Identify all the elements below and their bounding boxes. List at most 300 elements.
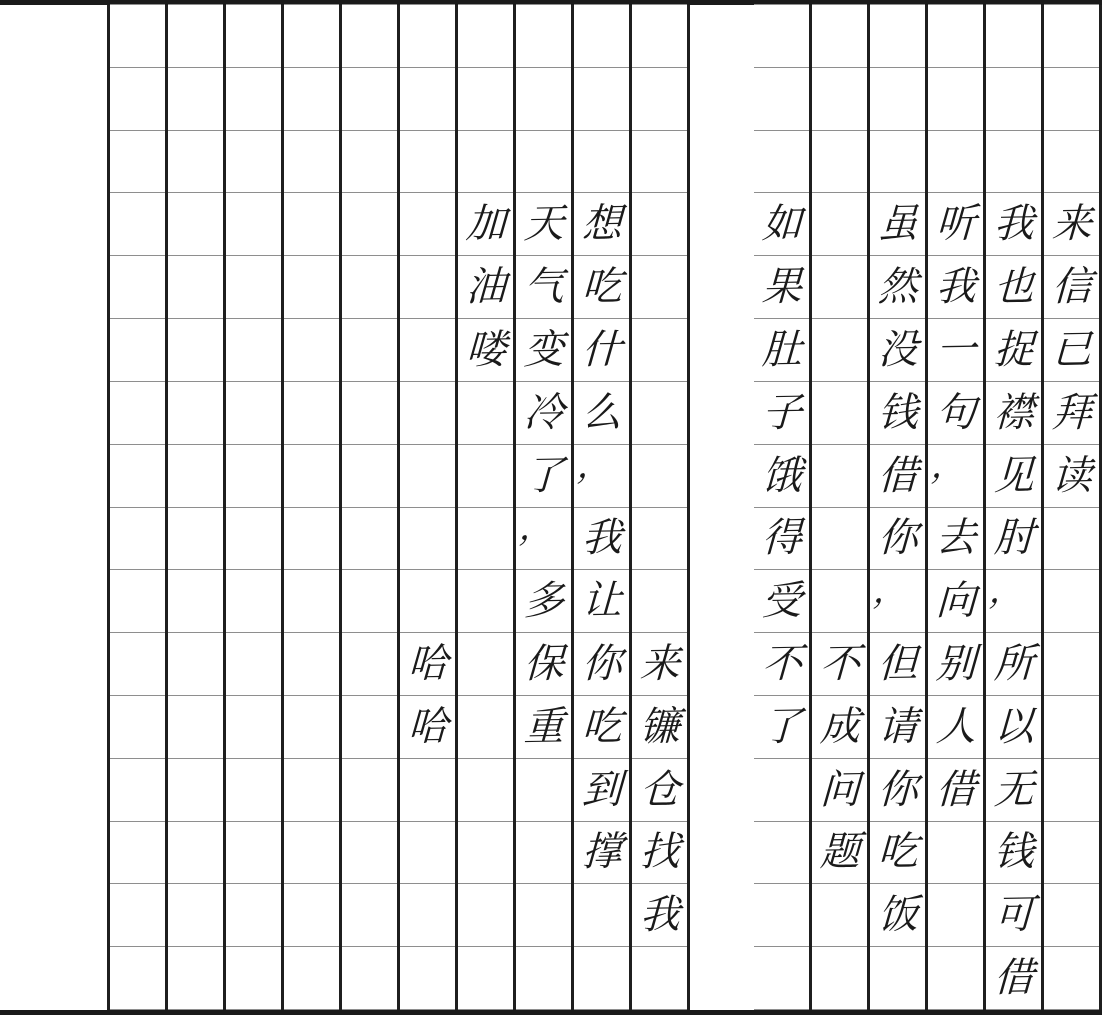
handwritten-character: 读 xyxy=(1050,452,1093,499)
grid-cell xyxy=(690,192,754,256)
handwritten-character: 无 xyxy=(992,766,1035,814)
grid-cell xyxy=(632,130,687,194)
grid-cell xyxy=(928,632,983,696)
grid-cell xyxy=(226,67,281,131)
handwritten-character: 不 xyxy=(760,640,803,688)
handwritten-character: 信 xyxy=(1050,263,1093,311)
grid-cell xyxy=(574,507,629,571)
grid-cell xyxy=(110,192,165,256)
handwritten-character: ， xyxy=(987,570,1024,612)
grid-cell xyxy=(986,4,1041,68)
handwritten-character: 我 xyxy=(638,891,681,939)
grid-cell xyxy=(168,255,223,319)
grid-cell xyxy=(754,946,809,1010)
grid-column xyxy=(925,5,986,1010)
grid-cell xyxy=(754,255,809,319)
handwritten-character: 去 xyxy=(934,515,977,562)
grid-cell xyxy=(986,381,1041,445)
writing-grid xyxy=(0,5,1102,1010)
grid-cell xyxy=(284,381,339,445)
grid-cell xyxy=(690,318,754,382)
grid-cell xyxy=(812,192,867,256)
handwritten-character: 饿 xyxy=(760,452,803,499)
grid-cell xyxy=(690,444,754,508)
grid-cell xyxy=(458,255,513,319)
grid-cell xyxy=(812,883,867,947)
grid-cell xyxy=(400,255,455,319)
grid-cell xyxy=(754,507,809,571)
grid-cell xyxy=(284,632,339,696)
handwritten-character: 襟 xyxy=(992,389,1035,437)
grid-cell xyxy=(168,569,223,633)
handwritten-character: 如 xyxy=(760,200,803,248)
grid-column xyxy=(1041,5,1102,1010)
grid-cell xyxy=(574,255,629,319)
grid-cell xyxy=(870,883,925,947)
grid-cell xyxy=(1044,192,1099,256)
handwritten-character: 了 xyxy=(522,452,565,499)
grid-cell xyxy=(754,381,809,445)
grid-cell xyxy=(168,946,223,1010)
handwritten-character: 题 xyxy=(818,829,861,876)
grid-cell xyxy=(690,569,754,633)
grid-cell xyxy=(812,255,867,319)
handwritten-character: 气 xyxy=(522,263,565,311)
grid-cell xyxy=(812,695,867,759)
grid-cell xyxy=(284,130,339,194)
grid-column xyxy=(339,5,400,1010)
grid-cell xyxy=(574,130,629,194)
grid-cell xyxy=(1044,381,1099,445)
grid-cell xyxy=(168,130,223,194)
grid-cell xyxy=(1044,695,1099,759)
grid-cell xyxy=(1044,318,1099,382)
grid-cell xyxy=(690,381,754,445)
grid-cell xyxy=(632,444,687,508)
grid-cell xyxy=(400,758,455,822)
handwritten-character: 捉 xyxy=(992,326,1035,374)
grid-cell xyxy=(226,758,281,822)
grid-column xyxy=(223,5,284,1010)
grid-cell xyxy=(1044,67,1099,131)
grid-cell xyxy=(110,507,165,571)
grid-cell xyxy=(928,883,983,947)
grid-cell xyxy=(986,130,1041,194)
grid-cell xyxy=(928,569,983,633)
grid-cell xyxy=(574,758,629,822)
grid-cell xyxy=(812,67,867,131)
grid-cell xyxy=(284,255,339,319)
grid-cell xyxy=(986,632,1041,696)
handwritten-character: 别 xyxy=(934,640,977,688)
grid-cell xyxy=(754,130,809,194)
grid-cell xyxy=(632,758,687,822)
grid-cell xyxy=(342,758,397,822)
grid-cell xyxy=(574,444,629,508)
grid-cell xyxy=(812,758,867,822)
grid-cell xyxy=(516,67,571,131)
grid-cell xyxy=(928,255,983,319)
grid-cell xyxy=(632,192,687,256)
grid-cell xyxy=(458,821,513,885)
handwritten-character: 我 xyxy=(992,200,1035,248)
grid-cell xyxy=(400,695,455,759)
grid-cell xyxy=(226,444,281,508)
grid-cell xyxy=(400,821,455,885)
grid-cell xyxy=(986,255,1041,319)
grid-cell xyxy=(342,67,397,131)
grid-cell xyxy=(342,192,397,256)
grid-cell xyxy=(110,946,165,1010)
grid-cell xyxy=(1044,4,1099,68)
grid-cell xyxy=(458,444,513,508)
grid-cell xyxy=(928,758,983,822)
handwritten-character: 借 xyxy=(876,452,919,499)
grid-cell xyxy=(400,632,455,696)
grid-cell xyxy=(168,695,223,759)
grid-cell xyxy=(458,695,513,759)
handwritten-character: 见 xyxy=(992,452,1035,499)
grid-cell xyxy=(986,507,1041,571)
grid-cell xyxy=(168,381,223,445)
grid-cell xyxy=(458,381,513,445)
grid-cell xyxy=(284,4,339,68)
grid-cell xyxy=(870,507,925,571)
grid-cell xyxy=(870,67,925,131)
grid-cell xyxy=(574,946,629,1010)
handwritten-character: 但 xyxy=(876,640,919,688)
handwritten-character: 成 xyxy=(818,703,861,751)
grid-cell xyxy=(1044,946,1099,1010)
grid-cell xyxy=(168,632,223,696)
grid-cell xyxy=(400,67,455,131)
handwritten-character: 变 xyxy=(522,326,565,374)
grid-cell xyxy=(754,883,809,947)
handwritten-character: 吃 xyxy=(580,703,623,751)
grid-cell xyxy=(632,67,687,131)
handwritten-character: 向 xyxy=(934,577,977,625)
grid-cell xyxy=(284,318,339,382)
grid-cell xyxy=(342,821,397,885)
handwritten-character: 没 xyxy=(876,326,919,374)
grid-cell xyxy=(754,67,809,131)
handwritten-character: 喽 xyxy=(464,326,507,374)
grid-cell xyxy=(400,507,455,571)
grid-cell xyxy=(812,821,867,885)
handwritten-character: 问 xyxy=(818,766,861,814)
grid-cell xyxy=(342,4,397,68)
grid-cell xyxy=(284,192,339,256)
handwritten-character: 拜 xyxy=(1050,389,1093,437)
handwritten-character: 哈 xyxy=(406,640,449,688)
grid-cell xyxy=(516,946,571,1010)
grid-cell xyxy=(226,507,281,571)
grid-cell xyxy=(516,758,571,822)
grid-cell xyxy=(110,255,165,319)
grid-cell xyxy=(812,130,867,194)
grid-cell xyxy=(574,569,629,633)
handwritten-character: 哈 xyxy=(406,703,449,751)
grid-cell xyxy=(690,632,754,696)
grid-cell xyxy=(342,130,397,194)
grid-cell xyxy=(400,4,455,68)
grid-cell xyxy=(928,444,983,508)
grid-cell xyxy=(110,821,165,885)
grid-cell xyxy=(168,192,223,256)
grid-cell xyxy=(928,130,983,194)
grid-cell xyxy=(168,821,223,885)
grid-cell xyxy=(986,444,1041,508)
grid-cell xyxy=(632,569,687,633)
handwritten-character: 你 xyxy=(580,640,623,688)
grid-cell xyxy=(986,883,1041,947)
grid-cell xyxy=(812,444,867,508)
grid-cell xyxy=(400,381,455,445)
handwritten-character: 一 xyxy=(934,326,977,374)
grid-cell xyxy=(754,318,809,382)
grid-cell xyxy=(632,883,687,947)
grid-cell xyxy=(400,946,455,1010)
grid-cell xyxy=(400,130,455,194)
grid-cell xyxy=(870,130,925,194)
handwritten-character: 多 xyxy=(522,577,565,625)
handwritten-character: 什 xyxy=(580,326,623,374)
grid-cell xyxy=(284,507,339,571)
grid-cell xyxy=(754,821,809,885)
grid-cell xyxy=(928,67,983,131)
grid-cell xyxy=(870,821,925,885)
grid-cell xyxy=(928,192,983,256)
grid-cell xyxy=(110,695,165,759)
handwritten-character: 冷 xyxy=(522,389,565,437)
grid-cell xyxy=(284,569,339,633)
grid-cell xyxy=(986,695,1041,759)
grid-cell xyxy=(690,255,754,319)
grid-cell xyxy=(870,758,925,822)
grid-cell xyxy=(168,67,223,131)
handwritten-character: ， xyxy=(517,508,554,549)
grid-column xyxy=(751,5,812,1010)
grid-cell xyxy=(342,632,397,696)
grid-cell xyxy=(690,821,754,885)
grid-cell xyxy=(110,130,165,194)
grid-cell xyxy=(458,946,513,1010)
handwritten-character: 油 xyxy=(464,263,507,311)
grid-cell xyxy=(458,758,513,822)
grid-cell xyxy=(226,695,281,759)
grid-cell xyxy=(516,632,571,696)
grid-cell xyxy=(690,946,754,1010)
handwritten-character: 也 xyxy=(992,263,1035,311)
grid-cell xyxy=(110,883,165,947)
handwritten-character: 加 xyxy=(464,200,507,248)
grid-cell xyxy=(342,255,397,319)
grid-cell xyxy=(400,883,455,947)
grid-cell xyxy=(870,632,925,696)
grid-cell xyxy=(690,883,754,947)
handwritten-character: 饭 xyxy=(876,891,919,939)
handwritten-character: 可 xyxy=(992,891,1035,939)
grid-cell xyxy=(110,632,165,696)
grid-cell xyxy=(516,192,571,256)
handwritten-character: 想 xyxy=(580,200,623,248)
grid-cell xyxy=(870,318,925,382)
grid-cell xyxy=(928,4,983,68)
grid-cell xyxy=(1044,255,1099,319)
sheet-bottom-rule xyxy=(0,1010,1102,1015)
handwritten-character: 让 xyxy=(580,577,623,625)
grid-cell xyxy=(168,758,223,822)
grid-cell xyxy=(632,318,687,382)
grid-cell xyxy=(110,4,165,68)
handwritten-character: 么 xyxy=(580,389,623,437)
grid-cell xyxy=(690,507,754,571)
grid-cell xyxy=(284,821,339,885)
grid-cell xyxy=(342,444,397,508)
grid-cell xyxy=(458,192,513,256)
grid-cell xyxy=(284,883,339,947)
grid-cell xyxy=(1044,821,1099,885)
grid-cell xyxy=(110,67,165,131)
handwritten-character: 以 xyxy=(992,703,1035,751)
handwritten-character: 吃 xyxy=(580,263,623,311)
handwritten-character: 我 xyxy=(934,263,977,311)
grid-cell xyxy=(516,4,571,68)
grid-cell xyxy=(632,632,687,696)
grid-cell xyxy=(168,444,223,508)
handwritten-character: 请 xyxy=(876,703,919,751)
grid-cell xyxy=(110,758,165,822)
handwritten-character: 听 xyxy=(934,200,977,248)
handwritten-character: 借 xyxy=(992,954,1035,1002)
grid-column xyxy=(107,5,168,1010)
grid-cell xyxy=(812,569,867,633)
grid-cell xyxy=(516,444,571,508)
grid-cell xyxy=(226,318,281,382)
grid-column xyxy=(983,5,1044,1010)
grid-cell xyxy=(400,569,455,633)
handwritten-character: 你 xyxy=(876,515,919,562)
handwritten-character: 借 xyxy=(934,766,977,814)
grid-cell xyxy=(754,192,809,256)
handwritten-character: 句 xyxy=(934,389,977,437)
grid-cell xyxy=(226,569,281,633)
grid-cell xyxy=(812,381,867,445)
grid-cell xyxy=(342,507,397,571)
grid-cell xyxy=(284,67,339,131)
grid-cell xyxy=(754,4,809,68)
grid-cell xyxy=(458,569,513,633)
grid-cell xyxy=(928,821,983,885)
grid-cell xyxy=(110,444,165,508)
grid-cell xyxy=(226,192,281,256)
handwritten-character: 了 xyxy=(760,703,803,751)
grid-cell xyxy=(458,318,513,382)
grid-cell xyxy=(458,67,513,131)
grid-column xyxy=(629,5,690,1010)
grid-cell xyxy=(812,632,867,696)
grid-cell xyxy=(574,381,629,445)
grid-cell xyxy=(226,130,281,194)
handwritten-character: 钱 xyxy=(992,829,1035,876)
grid-cell xyxy=(574,695,629,759)
grid-cell xyxy=(690,4,754,68)
grid-cell xyxy=(342,946,397,1010)
grid-cell xyxy=(870,695,925,759)
handwritten-character: 得 xyxy=(760,515,803,562)
grid-column xyxy=(571,5,632,1010)
handwritten-character: 保 xyxy=(522,640,565,688)
grid-cell xyxy=(342,569,397,633)
handwritten-character: 肚 xyxy=(760,326,803,374)
grid-cell xyxy=(226,4,281,68)
grid-cell xyxy=(168,507,223,571)
grid-cell xyxy=(812,4,867,68)
grid-cell xyxy=(342,695,397,759)
grid-column xyxy=(809,5,870,1010)
grid-cell xyxy=(986,318,1041,382)
grid-cell xyxy=(168,318,223,382)
grid-cell xyxy=(1044,883,1099,947)
grid-cell xyxy=(690,758,754,822)
grid-cell xyxy=(458,507,513,571)
grid-cell xyxy=(458,883,513,947)
handwritten-character: 我 xyxy=(580,515,623,562)
grid-cell xyxy=(516,130,571,194)
grid-cell xyxy=(574,883,629,947)
grid-cell xyxy=(400,192,455,256)
handwritten-character: 吃 xyxy=(876,829,919,876)
grid-cell xyxy=(1044,569,1099,633)
grid-cell xyxy=(574,632,629,696)
grid-column xyxy=(690,5,754,1010)
grid-cell xyxy=(986,67,1041,131)
grid-cell xyxy=(284,758,339,822)
grid-cell xyxy=(226,632,281,696)
grid-cell xyxy=(400,318,455,382)
grid-cell xyxy=(110,569,165,633)
grid-cell xyxy=(574,821,629,885)
handwritten-character: 天 xyxy=(522,200,565,248)
grid-cell xyxy=(812,507,867,571)
grid-cell xyxy=(458,632,513,696)
handwritten-character: 重 xyxy=(522,703,565,751)
grid-cell xyxy=(516,821,571,885)
grid-cell xyxy=(516,255,571,319)
grid-cell xyxy=(986,758,1041,822)
grid-cell xyxy=(754,569,809,633)
grid-cell xyxy=(928,946,983,1010)
handwritten-character: 肘 xyxy=(992,515,1035,562)
grid-cell xyxy=(516,381,571,445)
grid-cell xyxy=(226,381,281,445)
grid-cell xyxy=(870,4,925,68)
grid-cell xyxy=(1044,444,1099,508)
grid-column xyxy=(867,5,928,1010)
grid-cell xyxy=(574,192,629,256)
grid-cell xyxy=(226,821,281,885)
grid-cell xyxy=(632,946,687,1010)
grid-cell xyxy=(632,4,687,68)
handwritten-character: ， xyxy=(575,445,612,486)
grid-cell xyxy=(754,758,809,822)
grid-column xyxy=(165,5,226,1010)
grid-column xyxy=(513,5,574,1010)
grid-cell xyxy=(812,318,867,382)
handwritten-character: 人 xyxy=(934,703,977,751)
grid-cell xyxy=(632,255,687,319)
grid-cell xyxy=(690,695,754,759)
